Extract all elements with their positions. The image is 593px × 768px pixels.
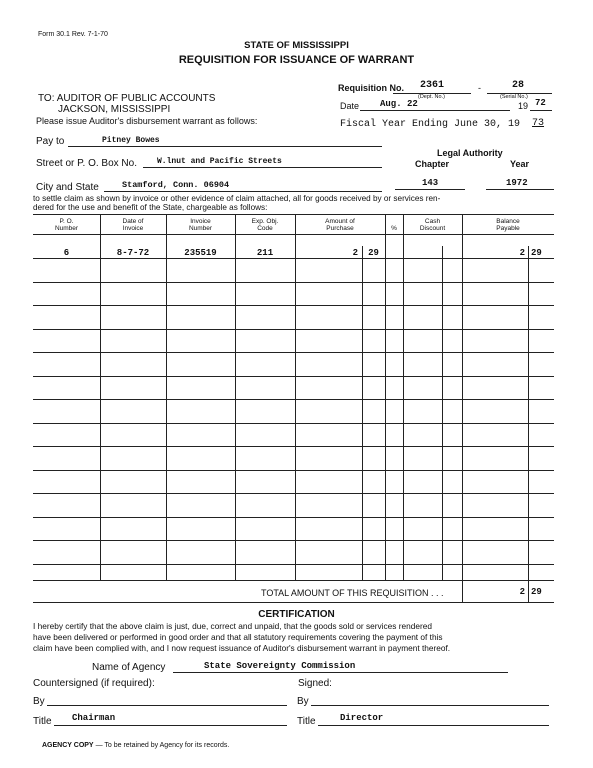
year-line	[530, 110, 552, 111]
table-row-line	[33, 470, 554, 471]
row1-balance-cents[interactable]: 29	[531, 248, 542, 258]
serial-no-value[interactable]: 28	[512, 80, 525, 91]
col-divider-cash	[462, 215, 463, 603]
by-right-label: By	[297, 696, 309, 707]
street-label: Street or P. O. Box No.	[36, 158, 137, 169]
col-divider-balance-cents	[528, 246, 529, 603]
total-cents[interactable]: 29	[531, 587, 542, 597]
settle-text-2: dered for the use and benefit of the State, chargeable as follows:	[33, 203, 268, 212]
signed-label: Signed:	[298, 678, 332, 689]
street-line	[143, 167, 382, 168]
chapter-value[interactable]: 143	[422, 178, 439, 188]
city-line	[104, 191, 382, 192]
footer-agency-copy: AGENCY COPY	[42, 742, 94, 749]
row1-po[interactable]: 6	[63, 248, 70, 258]
dept-no-value[interactable]: 2361	[420, 80, 445, 91]
row1-expobj[interactable]: 211	[256, 248, 274, 258]
table-row-line	[33, 305, 554, 306]
col-divider-cash-inner	[442, 246, 443, 581]
legal-year-value[interactable]: 1972	[506, 178, 528, 188]
title-right-line	[318, 725, 549, 726]
table-top-border	[33, 214, 554, 215]
total-dollars[interactable]: 2	[519, 587, 525, 597]
certification-line-3: claim have been complied with, and I now request issuance of Auditor's disbursement warrant in payment thereof.	[33, 643, 451, 653]
by-right-line[interactable]	[311, 705, 549, 706]
street-value[interactable]: W.lnut and Pacific Streets	[157, 157, 282, 166]
chapter-label: Chapter	[415, 159, 450, 169]
header-cash: Cash Discount	[419, 218, 446, 232]
agency-line	[173, 672, 508, 673]
header-balance: Balance Payable	[496, 218, 520, 232]
title-right-value[interactable]: Director	[340, 713, 384, 723]
header-date: Date of Invoice	[122, 218, 144, 232]
col-divider-date	[166, 215, 167, 581]
table-row-line	[33, 352, 554, 353]
by-left-line[interactable]	[47, 705, 287, 706]
col-divider-pct	[403, 215, 404, 581]
date-label: Date	[340, 101, 360, 111]
serial-caption: (Serial No.)	[500, 94, 528, 100]
date-line	[360, 110, 510, 111]
table-bottom-border	[33, 602, 554, 603]
header-amount: Amount of Purchase	[325, 218, 355, 232]
to-auditor-line: TO: AUDITOR OF PUBLIC ACCOUNTS	[38, 93, 216, 104]
header-po: P. O. Number	[54, 218, 79, 232]
to-jackson-line: JACKSON, MISSISSIPPI	[58, 104, 171, 115]
col-divider-invoice	[235, 215, 236, 581]
row1-amount-cents[interactable]: 29	[368, 248, 379, 258]
table-row-line	[33, 493, 554, 494]
table-row-line	[33, 446, 554, 447]
header-expobj: Exp. Obj. Code	[251, 218, 279, 232]
year-value[interactable]: 72	[535, 98, 546, 108]
legal-authority-title: Legal Authority	[437, 148, 503, 158]
table-row-line	[33, 329, 554, 330]
dept-caption: (Dept. No.)	[418, 94, 445, 100]
table-row-line	[33, 258, 554, 259]
by-left-label: By	[33, 696, 45, 707]
requisition-dash: -	[478, 83, 481, 93]
table-header-border	[33, 234, 554, 235]
legal-year-line	[486, 189, 554, 190]
certification-line-1: I hereby certify that the above claim is just, due, correct and unpaid, that the goods sold or services rendered	[33, 621, 432, 631]
table-row-line	[33, 540, 554, 541]
footer-retained-text: — To be retained by Agency for its records.	[95, 742, 230, 749]
table-row-line	[33, 564, 554, 565]
settle-text-1: to settle claim as shown by invoice or other evidence of claim attached, all for goods received by or services ren-	[33, 194, 441, 203]
table-row-line	[33, 282, 554, 283]
row1-date[interactable]: 8-7-72	[116, 248, 150, 258]
col-divider-cents	[362, 246, 363, 581]
table-row-line	[33, 423, 554, 424]
requisition-label: Requisition No.	[338, 83, 404, 93]
certification-line-2: have been delivered or performed in good order and that all statutory requirements covering the payment of this	[33, 632, 443, 642]
pay-to-value[interactable]: Pitney Bowes	[102, 136, 160, 145]
table-row-line	[33, 517, 554, 518]
col-divider-amount	[385, 215, 386, 581]
col-divider-po	[100, 215, 101, 581]
title-left-line	[54, 725, 287, 726]
footer-note	[42, 742, 229, 749]
date-value[interactable]: Aug. 22	[380, 99, 418, 109]
title-right-label: Title	[297, 716, 316, 727]
form-title: REQUISITION FOR ISSUANCE OF WARRANT	[178, 54, 415, 66]
header-pct: %	[391, 225, 397, 232]
header-invoice: Invoice Number	[188, 218, 213, 232]
chapter-line	[395, 189, 465, 190]
title-left-value[interactable]: Chairman	[72, 713, 116, 723]
table-row-line	[33, 399, 554, 400]
agency-label: Name of Agency	[92, 662, 166, 673]
agency-value[interactable]: State Sovereignty Commission	[204, 661, 356, 671]
city-label: City and State	[36, 182, 99, 193]
fiscal-year-value[interactable]: 73	[532, 118, 545, 129]
please-issue-line: Please issue Auditor's disbursement warrant as follows:	[36, 116, 258, 126]
year-prefix: 19	[518, 101, 529, 111]
fiscal-year-label: Fiscal Year Ending June 30, 19	[340, 119, 521, 130]
pay-to-label: Pay to	[36, 136, 65, 147]
table-body-bottom	[33, 580, 554, 581]
certification-title: CERTIFICATION	[258, 609, 335, 620]
city-value[interactable]: Stamford, Conn. 06904	[122, 180, 230, 190]
row1-amount-dollars[interactable]: 2	[352, 248, 358, 258]
pay-to-line	[68, 146, 382, 147]
countersigned-label: Countersigned (if required):	[33, 678, 155, 689]
state-heading: STATE OF MISSISSIPPI	[244, 40, 349, 51]
year-label: Year	[510, 159, 530, 169]
col-divider-expobj	[295, 215, 296, 581]
row1-balance-dollars[interactable]: 2	[519, 248, 525, 258]
form-number: Form 30.1 Rev. 7-1-70	[38, 31, 108, 38]
total-label: TOTAL AMOUNT OF THIS REQUISITION . . .	[261, 588, 444, 598]
title-left-label: Title	[33, 716, 52, 727]
row1-invoice[interactable]: 235519	[184, 248, 217, 258]
table-row-line	[33, 376, 554, 377]
